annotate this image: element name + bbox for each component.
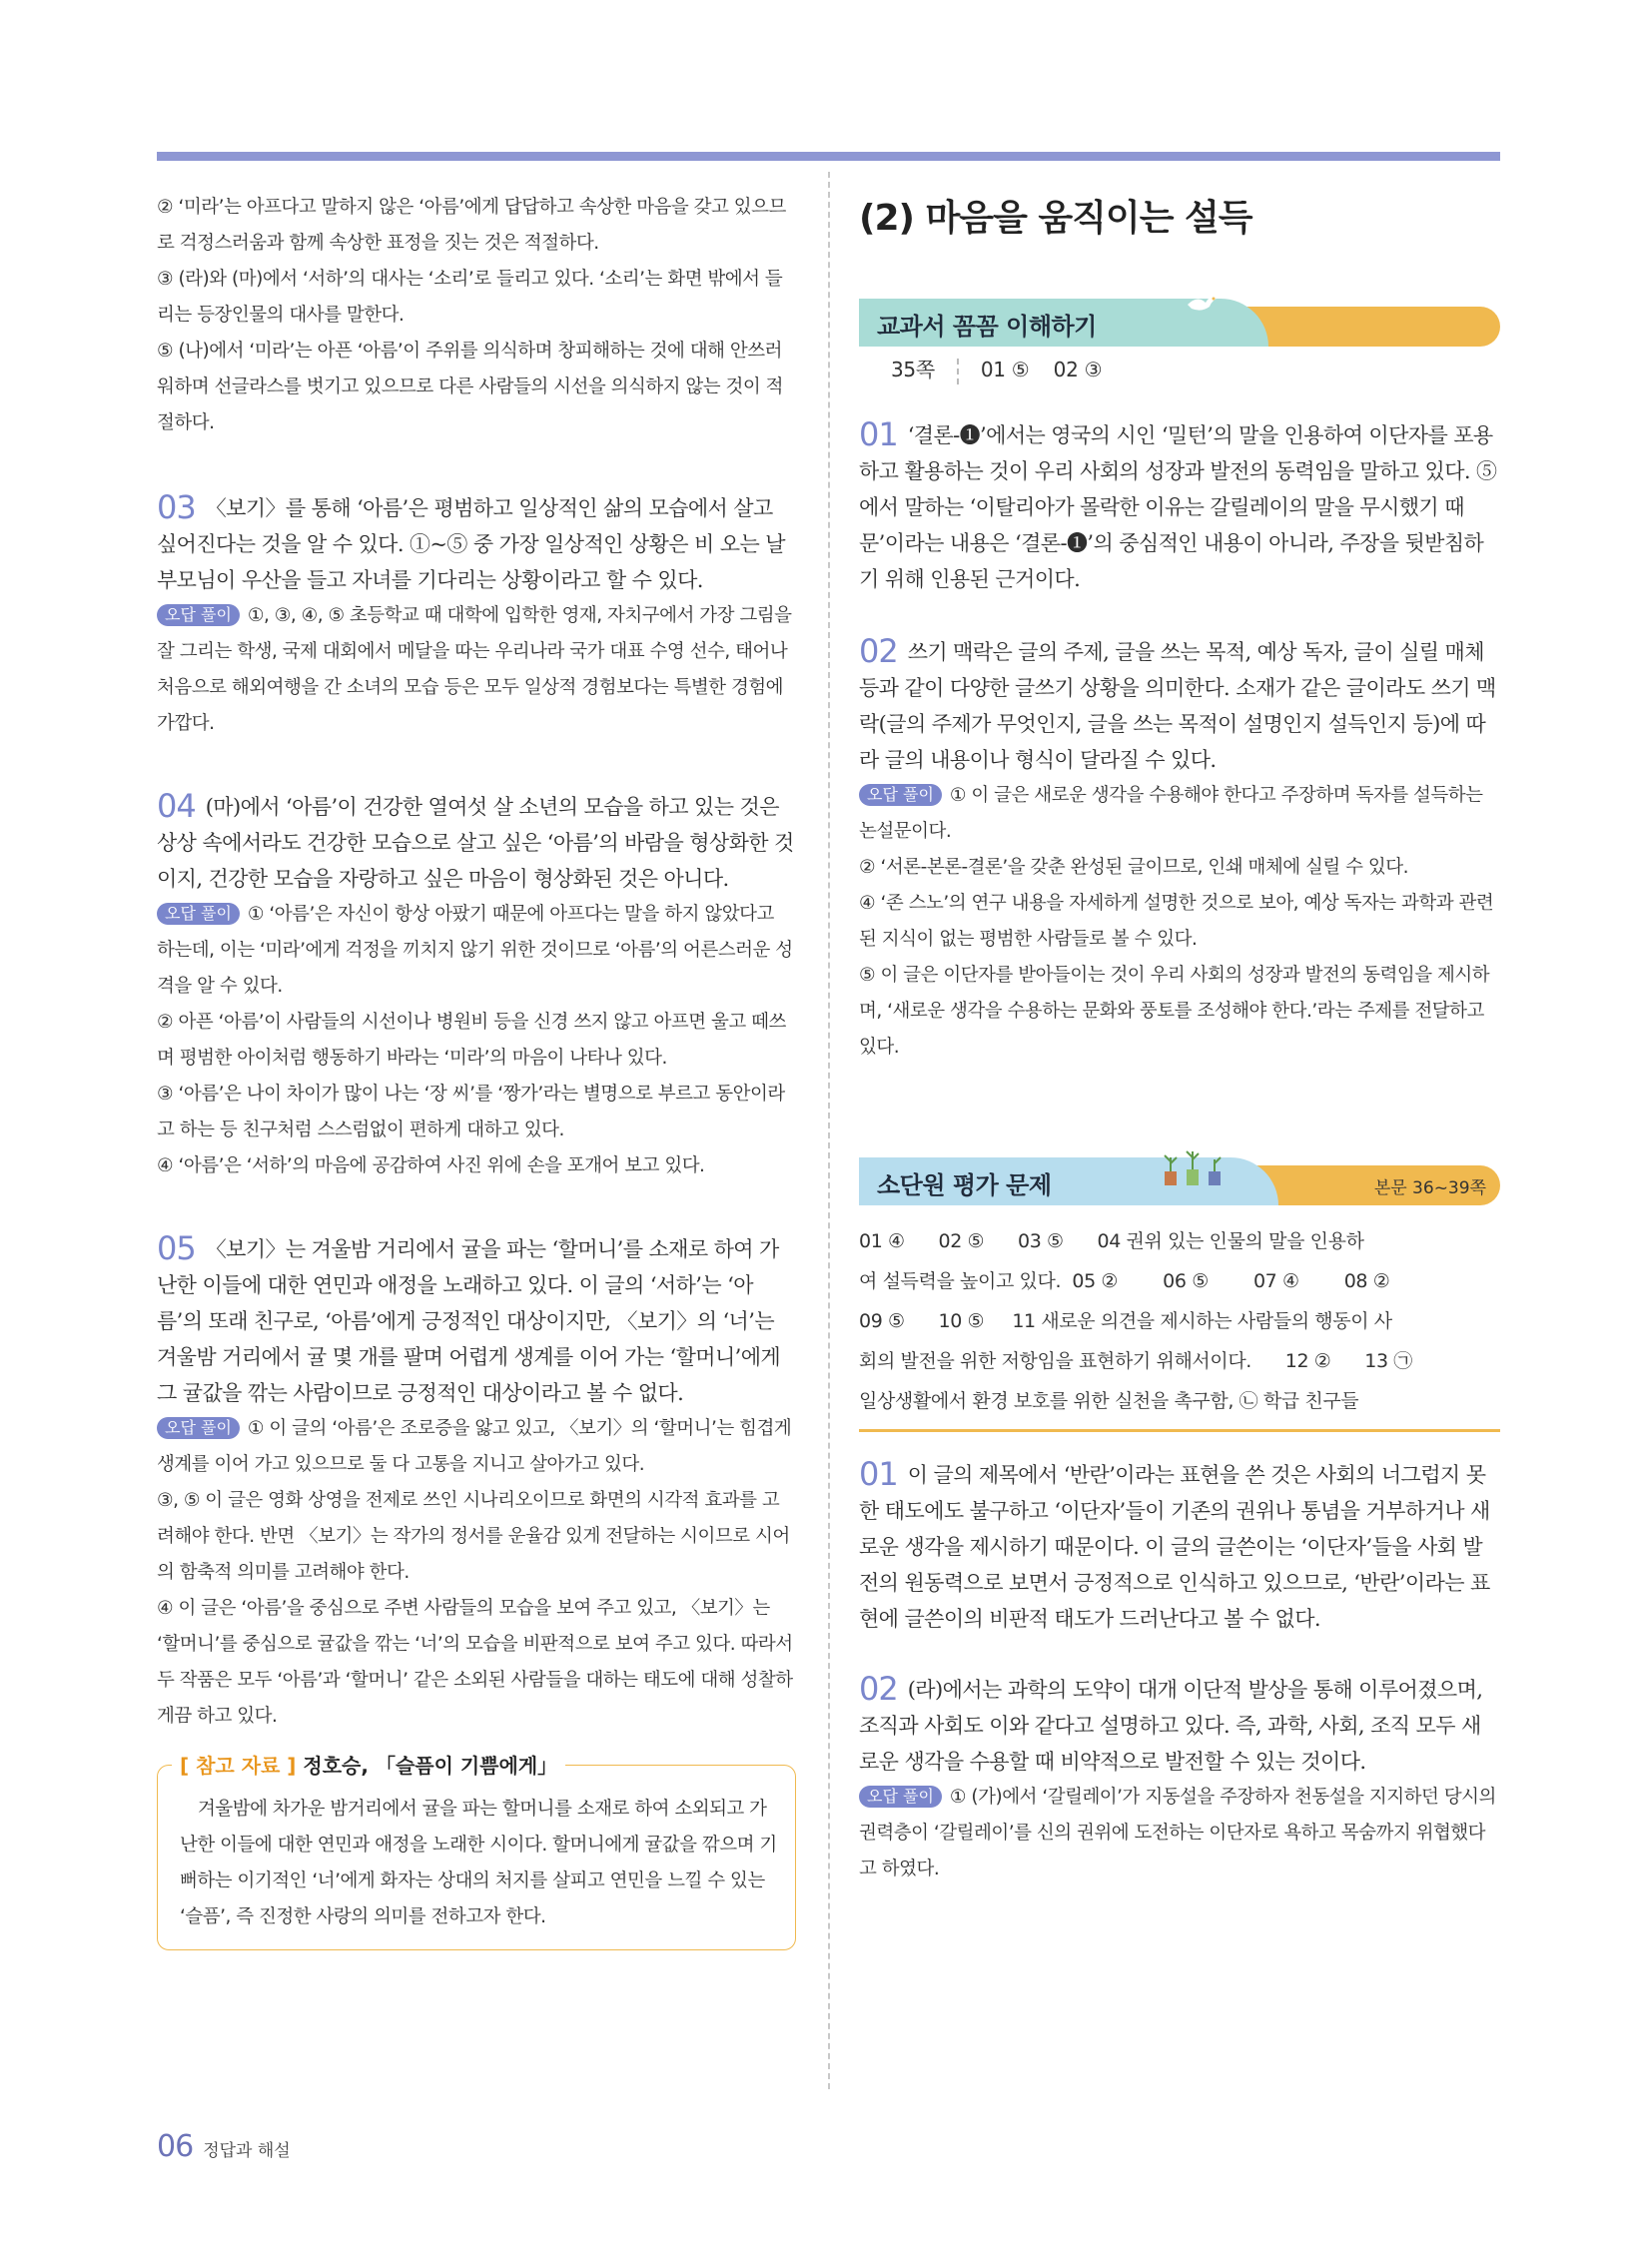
page-range: 본문 36~39쪽 — [1373, 1178, 1486, 1198]
section-title-text: 마음을 움직이는 설득 — [925, 198, 1252, 239]
answer: 10 ⑤ — [938, 1310, 985, 1332]
question-number: 04 — [157, 787, 196, 825]
banner-label: 교과서 꼼꼼 이해하기 — [877, 313, 1097, 341]
wrong-answer-text: ④ ‘존 스노’의 연구 내용을 자세하게 설명한 것으로 보아, 예상 독자는 과학과 관련된 지식이 없는 평범한 사람들로 볼 수 있다. — [859, 893, 1494, 950]
page-footer — [157, 2129, 291, 2164]
wrong-answer-text: ⑤ 이 글은 이단자를 받아들이는 것이 우리 사회의 성장과 발전의 동력임을 제시하며, ‘새로운 생각을 수용하는 문화와 풍토를 조성해야 한다.’라는 주제를 전달하고 있다. — [859, 965, 1490, 1058]
bird-icon — [1184, 291, 1224, 317]
reference-heading — [172, 1750, 565, 1779]
question-number: 02 — [859, 1670, 898, 1708]
section-title — [859, 190, 1500, 241]
wrong-answer-badge: 오답 풀이 — [859, 1786, 942, 1808]
answer: 01 ⑤ — [980, 358, 1030, 381]
textbook-question-01 — [859, 416, 1500, 597]
textbook-question-02 — [859, 633, 1500, 1066]
wrong-answer-text: ② ‘서론-본론-결론’을 갖춘 완성된 글이므로, 인쇄 매체에 실릴 수 있다. — [859, 857, 1409, 878]
wrong-answer-badge: 오답 풀이 — [859, 784, 942, 806]
explanation-text: ‘결론-❶’에서는 영국의 시인 ‘밀턴’의 말을 인용하여 이단자를 포용하고 활용하는 것이 우리 사회의 성장과 발전의 동력임을 말하고 있다. ⑤에서 말하는 ‘이탈리아가 몰락한 이유는 갈릴레이의 말을 무시했기 때문’이라는 내용은 ‘결론-❶’의 중심적인 내용이 아니라, 주장을 뒷받침하기 위해 인용된 근거이다. — [859, 423, 1497, 591]
wrong-answer-text: ③ ‘아름’은 나이 차이가 많이 나는 ‘장 씨’를 ‘짱가’라는 별명으로 부르고 동안이라고 하는 등 친구처럼 스스럼없이 편하게 대하고 있다. — [157, 1084, 785, 1140]
wrong-answer-text: ① 이 글은 새로운 생각을 수용해야 한다고 주장하며 독자를 설득하는 논설문이다. — [859, 785, 1483, 842]
wrong-answer-badge: 오답 풀이 — [157, 1417, 240, 1439]
answer: 13 ㉠ — [1364, 1350, 1412, 1372]
wrong-answer-text: ① ‘아름’은 자신이 항상 아팠기 때문에 아프다는 말을 하지 않았다고 하는데, 이는 ‘미라’에게 걱정을 끼치지 않기 위한 것이므로 ‘아름’의 어른스러운 성격을 알 수 있다. — [157, 904, 793, 997]
section-number: (2) — [859, 198, 914, 239]
wrong-answer-text: ④ 이 글은 ‘아름’을 중심으로 주변 사람들의 모습을 보여 주고 있고, 〈보기〉는 ‘할머니’를 중심으로 귤값을 깎는 ‘너’의 모습을 비판적으로 보여 주고 있다. 따라서 두 작품은 모두 ‘아름’과 ‘할머니’ 같은 소외된 사람들을 대하는 태도에 대해 성찰하게끔 하고 있다. — [157, 1598, 793, 1727]
question-number: 05 — [157, 1229, 196, 1267]
question-03 — [157, 489, 796, 742]
answer: 02 ③ — [1053, 358, 1103, 381]
answer: 03 ⑤ — [1018, 1230, 1064, 1252]
reference-tag: [ 참고 자료 ] — [180, 1754, 297, 1778]
plant-icon — [1159, 1143, 1229, 1187]
page-ref: 35쪽 — [891, 358, 935, 381]
question-number: 01 — [859, 415, 898, 453]
unit-question-02 — [859, 1671, 1500, 1887]
banner-label: 소단원 평가 문제 — [877, 1171, 1052, 1199]
top-rule — [157, 152, 1500, 161]
wrong-answer-badge: 오답 풀이 — [157, 903, 240, 925]
answer: 일상생활에서 환경 보호를 위한 실천을 촉구함, ㉡ 학급 친구들 — [859, 1390, 1359, 1412]
unit-question-01 — [859, 1456, 1500, 1637]
wrong-answer-text: ① (가)에서 ‘갈릴레이’가 지동설을 주장하자 천동설을 지지하던 당시의 권력층이 ‘갈릴레이’를 신의 권위에 도전하는 이단자로 욕하고 목숨까지 위협했다고 하였다. — [859, 1787, 1496, 1879]
left-column — [157, 190, 796, 1950]
column-divider — [828, 172, 830, 2089]
question-04 — [157, 788, 796, 1184]
textbook-answers — [859, 349, 1500, 390]
question-number: 01 — [859, 1455, 898, 1493]
right-column — [859, 190, 1500, 1893]
intro-note: ② ‘미라’는 아프다고 말하지 않은 ‘아름’에게 답답하고 속상한 마음을 갖고 있으므로 걱정스러움과 함께 속상한 표정을 짓는 것은 적절하다. — [157, 197, 786, 254]
reference-title: 정호승, 「슬픔이 기쁨에게」 — [303, 1754, 558, 1778]
answer: 08 ② — [1343, 1270, 1390, 1292]
wrong-answer-text: ① 이 글의 ‘아름’은 조로증을 앓고 있고, 〈보기〉의 ‘할머니’는 힘겹게 생계를 이어 가고 있으므로 둘 다 고통을 지니고 살아가고 있다. — [157, 1418, 792, 1475]
intro-note: ⑤ (나)에서 ‘미라’는 아픈 ‘아름’이 주위를 의식하며 창피해하는 것에 대해 안쓰러워하며 선글라스를 벗기고 있으므로 다른 사람들의 시선을 의식하지 않는 것이 적절하다. — [157, 341, 784, 433]
answer: 07 ④ — [1252, 1270, 1299, 1292]
textbook-banner — [859, 299, 1500, 349]
explanation-text: (마)에서 ‘아름’이 건강한 열여섯 살 소년의 모습을 하고 있는 것은 상상 속에서라도 건강한 모습으로 살고 싶은 ‘아름’의 바람을 형상화한 것이지, 건강한 모습을 자랑하고 싶은 마음이 형상화된 것은 아니다. — [157, 795, 794, 891]
answer: 09 ⑤ — [859, 1310, 905, 1332]
answer: 06 ⑤ — [1163, 1270, 1209, 1292]
answer: 05 ② — [1072, 1270, 1119, 1292]
unit-test-answers — [859, 1221, 1500, 1432]
explanation-text: 〈보기〉를 통해 ‘아름’은 평범하고 일상적인 삶의 모습에서 살고 싶어진다는 것을 알 수 있다. ①~⑤ 중 가장 일상적인 상황은 비 오는 날 부모님이 우산을 들고 자녀를 기다리는 상황이라고 할 수 있다. — [157, 496, 785, 592]
wrong-answer-text: ③, ⑤ 이 글은 영화 상영을 전제로 쓰인 시나리오이므로 화면의 시각적 효과를 고려해야 한다. 반면 〈보기〉는 작가의 정서를 운율감 있게 전달하는 시이므로 시어의 함축적 의미를 고려해야 한다. — [157, 1490, 790, 1583]
unit-test-banner — [859, 1157, 1500, 1207]
answer: 11 새로운 의견을 제시하는 사람들의 행동이 사 — [1012, 1310, 1392, 1332]
explanation-text: 〈보기〉는 겨울밤 거리에서 귤을 파는 ‘할머니’를 소재로 하여 가난한 이들에 대한 연민과 애정을 노래하고 있다. 이 글의 ‘서하’는 ‘아름’의 또래 친구로, ‘아름’에게 긍정적인 대상이지만, 〈보기〉의 ‘너’는 겨울밤 거리에서 귤 몇 개를 팔며 어렵게 생계를 이어 가는 ‘할머니’에게 그 귤값을 깎는 사람이므로 긍정적인 대상이라고 볼 수 없다. — [157, 1237, 781, 1405]
question-number: 02 — [859, 632, 898, 670]
answer: 04 권위 있는 인물의 말을 인용하 — [1097, 1230, 1364, 1252]
explanation-text: (라)에서는 과학의 도약이 대개 이단적 발상을 통해 이루어졌으며, 조직과 사회도 이와 같다고 설명하고 있다. 즉, 과학, 사회, 조직 모두 새로운 생각을 수용할 때 비약적으로 발전할 수 있는 것이다. — [859, 1678, 1483, 1774]
answer: 회의 발전을 위한 저항임을 표현하기 위해서이다. — [859, 1350, 1251, 1372]
answer: 여 설득력을 높이고 있다. — [859, 1270, 1062, 1292]
reference-text: 겨울밤에 차가운 밤거리에서 귤을 파는 할머니를 소재로 하여 소외되고 가난한 이들에 대한 연민과 애정을 노래한 시이다. 할머니에게 귤값을 깎으며 기뻐하는 이기적인 ‘너’에게 화자는 상대의 처지를 살피고 연민을 느낄 수 있는 ‘슬픔’, 즉 진정한 사랑의 의미를 전하고자 한다. — [180, 1799, 777, 1927]
wrong-answer-text: ② 아픈 ‘아름’이 사람들의 시선이나 병원비 등을 신경 쓰지 않고 아프면 울고 떼쓰며 평범한 아이처럼 행동하기 바라는 ‘미라’의 마음이 나타나 있다. — [157, 1012, 786, 1069]
page-number: 06 — [157, 2129, 194, 2164]
answer: 01 ④ — [859, 1230, 905, 1252]
answer: 02 ⑤ — [938, 1230, 985, 1252]
wrong-answer-text: ④ ‘아름’은 ‘서하’의 마음에 공감하여 사진 위에 손을 포개어 보고 있다. — [157, 1155, 705, 1176]
question-05 — [157, 1230, 796, 1735]
intro-note: ③ (라)와 (마)에서 ‘서하’의 대사는 ‘소리’로 들리고 있다. ‘소리’는 화면 밖에서 들리는 등장인물의 대사를 말한다. — [157, 269, 783, 326]
question-number: 03 — [157, 488, 196, 526]
wrong-answer-badge: 오답 풀이 — [157, 604, 240, 626]
answer: 12 ② — [1284, 1350, 1331, 1372]
explanation-text: 이 글의 제목에서 ‘반란’이라는 표현을 쓴 것은 사회의 너그럽지 못한 태도에도 불구하고 ‘이단자’들이 기존의 권위나 통념을 거부하거나 새로운 생각을 제시하기 때문이다. 이 글의 글쓴이는 ‘이단자’들을 사회 발전의 원동력으로 보면서 긍정적으로 인식하고 있으므로, ‘반란’이라는 표현에 글쓴이의 비판적 태도가 드러난다고 볼 수 없다. — [859, 1463, 1490, 1631]
footer-label: 정답과 해설 — [203, 2141, 291, 2161]
reference-box — [157, 1754, 796, 1950]
explanation-text: 쓰기 맥락은 글의 주제, 글을 쓰는 목적, 예상 독자, 글이 실릴 매체 등과 같이 다양한 글쓰기 상황을 의미한다. 소재가 같은 글이라도 쓰기 맥락(글의 주제가 무엇인지, 글을 쓰는 목적이 설명인지 설득인지 등)에 따라 글의 내용이나 형식이 달라질 수 있다. — [859, 640, 1496, 772]
wrong-answer-text: ①, ③, ④, ⑤ 초등학교 때 대학에 입학한 영재, 자치구에서 가장 그림을 잘 그리는 학생, 국제 대회에서 메달을 따는 우리나라 국가 대표 수영 선수, 태어나 처음으로 해외여행을 간 소녀의 모습 등은 모두 일상적 경험보다는 특별한 경험에 가깝다. — [157, 605, 792, 734]
